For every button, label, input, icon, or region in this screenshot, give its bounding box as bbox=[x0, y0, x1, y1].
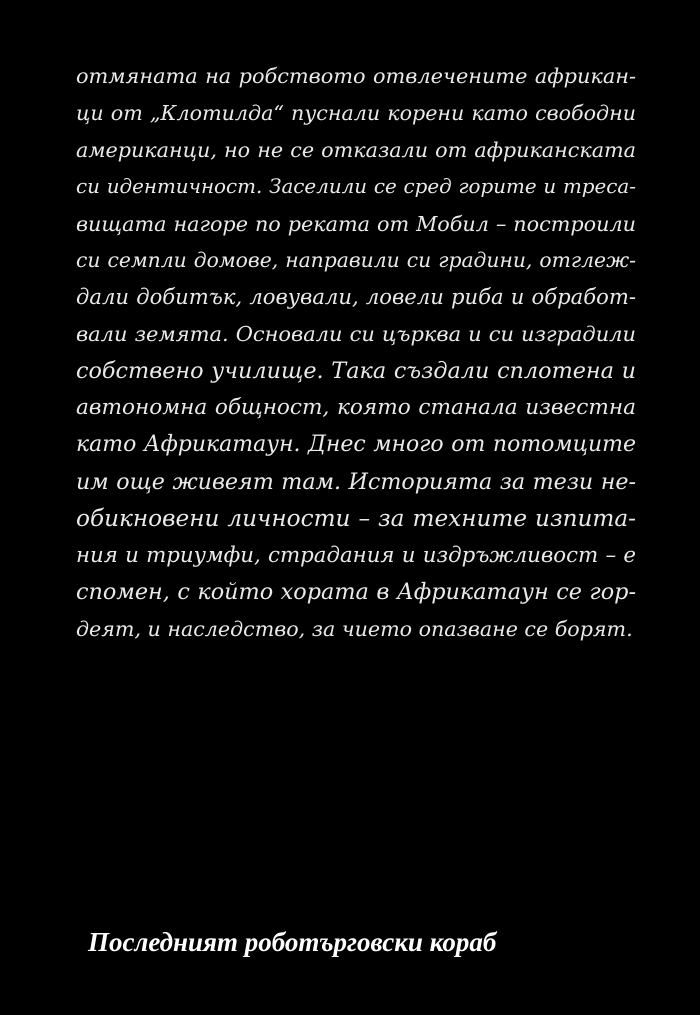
book-title: Последният роботърговски кораб bbox=[88, 927, 497, 957]
blurb-line: вищата нагоре по реката от Мобил – построили bbox=[76, 211, 636, 236]
blurb-text bbox=[76, 58, 636, 648]
blurb-line: им още живеят там. Историята за тези не- bbox=[76, 468, 636, 495]
blurb-line: спомен, с който хората в Африкатаун се гор- bbox=[76, 579, 636, 606]
blurb-line: дали добитък, ловували, ловели риба и обработ- bbox=[76, 284, 636, 310]
blurb-line: като Африкатаун. Днес много от потомците bbox=[76, 431, 636, 457]
blurb-line: обикновени личности – за техните изпита- bbox=[76, 504, 636, 532]
blurb-line: отмяната на робството отвлечените африкан- bbox=[76, 64, 636, 88]
blurb-line: вали земята. Основали си църква и си изградили bbox=[76, 322, 636, 347]
blurb-line: си идентичност. Заселили се сред горите и треса- bbox=[76, 174, 636, 198]
blurb-line: си семпли домове, направили си градини, отглеж- bbox=[76, 248, 636, 273]
blurb-line: автономна общност, която станала известна bbox=[76, 395, 636, 421]
blurb-line: ния и триумфи, страдания и издръжливост – е bbox=[76, 542, 636, 568]
blurb-line: деят, и наследство, за чието опазване се борят. bbox=[76, 617, 633, 642]
blurb-line: американци, но не се отказали от африканската bbox=[76, 137, 636, 162]
blurb-line: ци от „Клотилда“ пуснали корени като свободни bbox=[76, 100, 636, 125]
blurb-line: собствено училище. Така създали сплотена и bbox=[76, 358, 636, 385]
